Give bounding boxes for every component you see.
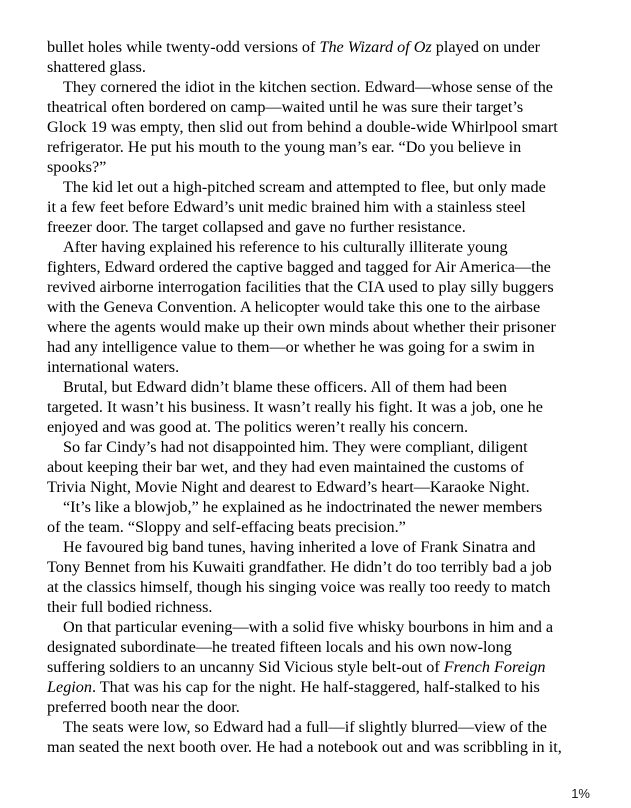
text-segment: spooks?” (47, 158, 107, 176)
text-line (47, 497, 625, 517)
reading-progress-label: 1% (571, 786, 590, 801)
text-segment: man seated the next booth over. He had a notebook out and was scribbling in it, (47, 738, 562, 756)
text-segment: enjoyed and was good at. The politics weren’t really his concern. (47, 418, 469, 436)
text-segment: their full bodied richness. (47, 598, 213, 616)
text-segment: Trivia Night, Movie Night and dearest to Edward’s heart—Karaoke Night. (47, 478, 530, 496)
text-line (47, 517, 625, 537)
text-segment: fighters, Edward ordered the captive bagged and tagged for Air America—the (47, 258, 551, 276)
text-segment: of the team. “Sloppy and self-effacing beats precision.” (47, 518, 406, 536)
text-segment: at the classics himself, though his singing voice was really too reedy to match (47, 578, 551, 596)
text-segment: refrigerator. He put his mouth to the young man’s ear. “Do you believe in (47, 138, 522, 156)
text-segment: . That was his cap for the night. He half-staggered, half-stalked to his (91, 678, 540, 696)
text-segment: On that particular evening—with a solid five whisky bourbons in him and a (63, 618, 554, 636)
text-line (47, 637, 625, 657)
text-segment: it a few feet before Edward’s unit medic brained him with a stainless steel (47, 198, 526, 216)
text-line (47, 57, 625, 77)
text-segment: He favoured big band tunes, having inherited a love of Frank Sinatra and (63, 538, 536, 556)
text-segment: shattered glass. (47, 58, 146, 76)
text-segment: bullet holes while twenty-odd versions of (47, 38, 320, 56)
text-line (47, 177, 625, 197)
text-line (47, 677, 625, 697)
text-line (47, 317, 625, 337)
text-line (47, 257, 625, 277)
text-segment: “It’s like a blowjob,” he explained as he indoctrinated the newer members (63, 498, 543, 516)
text-line (47, 537, 625, 557)
text-line (47, 437, 625, 457)
text-segment: designated subordinate—he treated fifteen locals and his own now-long (47, 638, 512, 656)
text-segment: Glock 19 was empty, then slid out from behind a double-wide Whirlpool smart (47, 118, 558, 136)
text-segment: preferred booth near the door. (47, 698, 240, 716)
text-line (47, 97, 625, 117)
text-line (47, 337, 625, 357)
text-line (47, 157, 625, 177)
text-line (47, 277, 625, 297)
text-segment: Brutal, but Edward didn’t blame these officers. All of them had been (63, 378, 507, 396)
text-line (47, 557, 625, 577)
text-segment: The seats were low, so Edward had a full—if slightly blurred—view of the (63, 718, 547, 736)
text-line (47, 117, 625, 137)
text-line (47, 577, 625, 597)
page-text (47, 37, 625, 757)
text-segment: with the Geneva Convention. A helicopter would take this one to the airbase (47, 298, 541, 316)
text-segment: So far Cindy’s had not disappointed him. They were compliant, diligent (63, 438, 528, 456)
text-line (47, 457, 625, 477)
text-line (47, 397, 625, 417)
text-line (47, 197, 625, 217)
text-line (47, 77, 625, 97)
text-segment: international waters. (47, 358, 180, 376)
text-segment: targeted. It wasn’t his business. It wasn’t really his fight. It was a job, one he (47, 398, 543, 416)
text-segment: They cornered the idiot in the kitchen section. Edward—whose sense of the (63, 78, 553, 96)
text-segment: about keeping their bar wet, and they had even maintained the customs of (47, 458, 524, 476)
text-line (47, 137, 625, 157)
text-line (47, 737, 625, 757)
text-segment: where the agents would make up their own minds about whether their prisoner (47, 318, 556, 336)
text-segment: suffering soldiers to an uncanny Sid Vicious style belt-out of (47, 658, 444, 676)
text-line (47, 297, 625, 317)
text-line (47, 417, 625, 437)
text-segment: Tony Bennet from his Kuwaiti grandfather. He didn’t do too terribly bad a job (47, 558, 552, 576)
text-segment: After having explained his reference to his culturally illiterate young (63, 238, 508, 256)
italic-text-segment: French Foreign (443, 658, 546, 676)
text-segment: theatrical often bordered on camp—waited until he was sure their target’s (47, 98, 524, 116)
text-line (47, 717, 625, 737)
italic-text-segment: The Wizard of Oz (319, 38, 432, 56)
text-line (47, 237, 625, 257)
text-segment: revived airborne interrogation facilities that the CIA used to play silly buggers (47, 278, 554, 296)
text-line (47, 477, 625, 497)
text-line (47, 357, 625, 377)
text-segment: had any intelligence value to them—or whether he was going for a swim in (47, 338, 535, 356)
text-segment: played on under (431, 38, 541, 56)
text-segment: The kid let out a high-pitched scream and attempted to flee, but only made (63, 178, 546, 196)
text-line (47, 377, 625, 397)
text-line (47, 37, 625, 57)
text-line (47, 617, 625, 637)
text-line (47, 657, 625, 677)
text-line (47, 597, 625, 617)
italic-text-segment: Legion (47, 678, 92, 696)
text-line (47, 217, 625, 237)
text-line (47, 697, 625, 717)
text-segment: freezer door. The target collapsed and gave no further resistance. (47, 218, 466, 236)
